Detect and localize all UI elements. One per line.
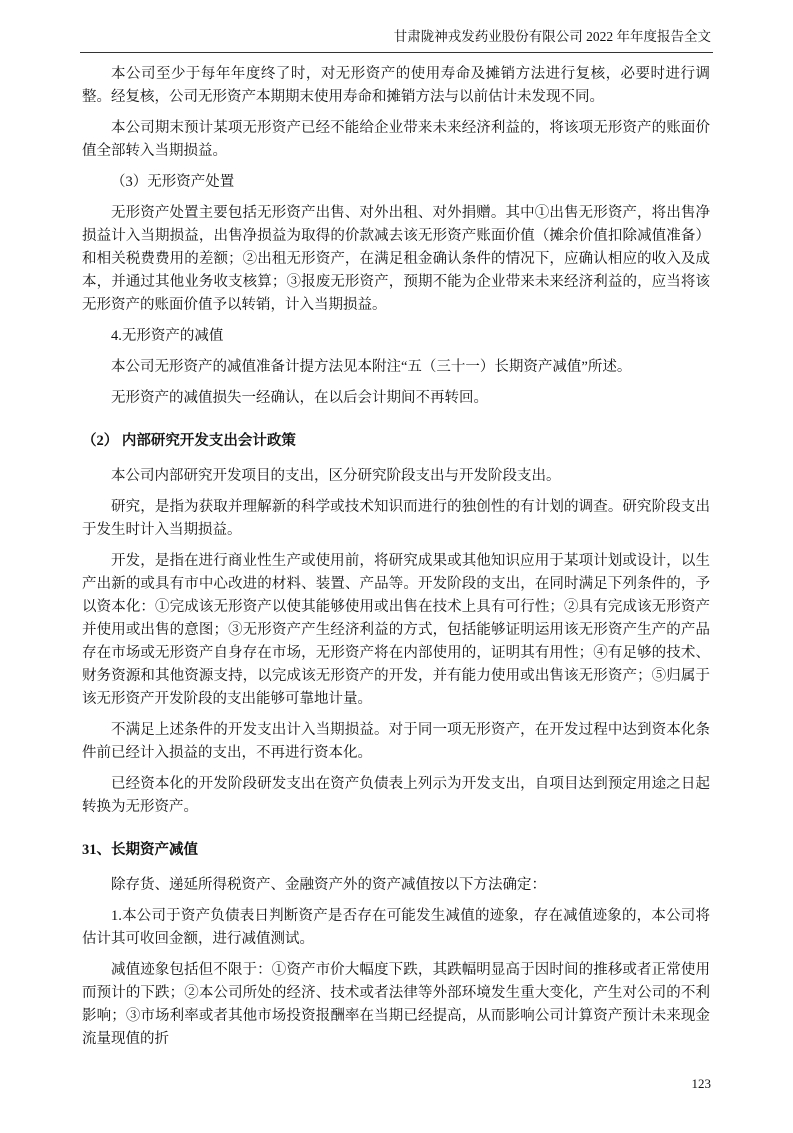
paragraph: 减值迹象包括但不限于：①资产市价大幅度下跌，其跌幅明显高于因时间的推移或者正常使用而预计的下跌；②本公司所处的经济、技术或者法律等外部环境发生重大变化，产生对公司的不利影响；③市场利率或者其他市场投资报酬率在当期已经提高，从而影响公司计算资产预计未来现金流量现值的折 (82, 962, 710, 1047)
paragraph: 无形资产处置主要包括无形资产出售、对外出租、对外捐赠。其中①出售无形资产，将出售净损益计入当期损益，出售净损益为取得的价款减去该无形资产账面价值（摊余价值扣除减值准备）和相关税费费用的差额；②出租无形资产，在满足租金确认条件的情况下，应确认相应的收入及成本，并通过其他业务收支核算；③报废无形资产，预期不能为企业带来未来经济利益的，应当将该无形资产的账面价值予以转销，计入当期损益。 (82, 205, 710, 313)
subheading: （3）无形资产处置 (111, 174, 235, 190)
paragraph: 研究，是指为获取并理解新的科学或技术知识而进行的独创性的有计划的调查。研究阶段支出于发生时计入当期损益。 (82, 499, 710, 538)
paragraph: 本公司期末预计某项无形资产已经不能给企业带来未来经济利益的，将该项无形资产的账面价值全部转入当期损益。 (82, 120, 710, 159)
subheading: 4.无形资产的减值 (111, 328, 224, 344)
paragraph: 1.本公司于资产负债表日判断资产是否存在可能发生减值的迹象，存在减值迹象的，本公司将估计其可收回金额，进行减值测试。 (82, 908, 710, 947)
header-rule (80, 52, 713, 53)
section-heading: （2） 内部研究开发支出会计政策 (82, 433, 296, 449)
paragraph: 无形资产的减值损失一经确认，在以后会计期间不再转回。 (111, 390, 488, 406)
running-header: 甘肃陇神戎发药业股份有限公司 2022 年年度报告全文 (393, 29, 711, 44)
paragraph: 除存货、递延所得税资产、金融资产外的资产减值按以下方法确定： (111, 877, 546, 893)
page-number: 123 (691, 1076, 711, 1091)
paragraph: 本公司无形资产的减值准备计提方法见本附注“五（三十一）长期资产减值”所述。 (111, 359, 632, 375)
section-heading: 31、长期资产减值 (82, 842, 198, 858)
paragraph: 开发，是指在进行商业性生产或使用前，将研究成果或其他知识应用于某项计划或设计，以生产出新的或具有市中心改进的材料、装置、产品等。开发阶段的支出，在同时满足下列条件的，予以资本化：①完成该无形资产以使其能够使用或出售在技术上具有可行性；②具有完成该无形资产并使用或出售的意图；③无形资产产生经济利益的方式，包括能够证明运用该无形资产生产的产品存在市场或无形资产自身存在市场，无形资产将在内部使用的，证明其有用性；④有足够的技术、财务资源和其他资源支持，以完成该无形资产的开发，并有能力使用或出售该无形资产；⑤归属于该无形资产开发阶段的支出能够可靠地计量。 (82, 553, 710, 707)
paragraph: 本公司至少于每年年度终了时，对无形资产的使用寿命及摊销方法进行复核，必要时进行调整。经复核，公司无形资产本期期末使用寿命和摊销方法与以前估计未发现不同。 (82, 66, 710, 105)
paragraph: 不满足上述条件的开发支出计入当期损益。对于同一项无形资产，在开发过程中达到资本化条件前已经计入损益的支出，不再进行资本化。 (82, 722, 710, 761)
paragraph: 本公司内部研究开发项目的支出，区分研究阶段支出与开发阶段支出。 (111, 468, 561, 484)
paragraph: 已经资本化的开发阶段研发支出在资产负债表上列示为开发支出，自项目达到预定用途之日起转换为无形资产。 (82, 776, 710, 815)
